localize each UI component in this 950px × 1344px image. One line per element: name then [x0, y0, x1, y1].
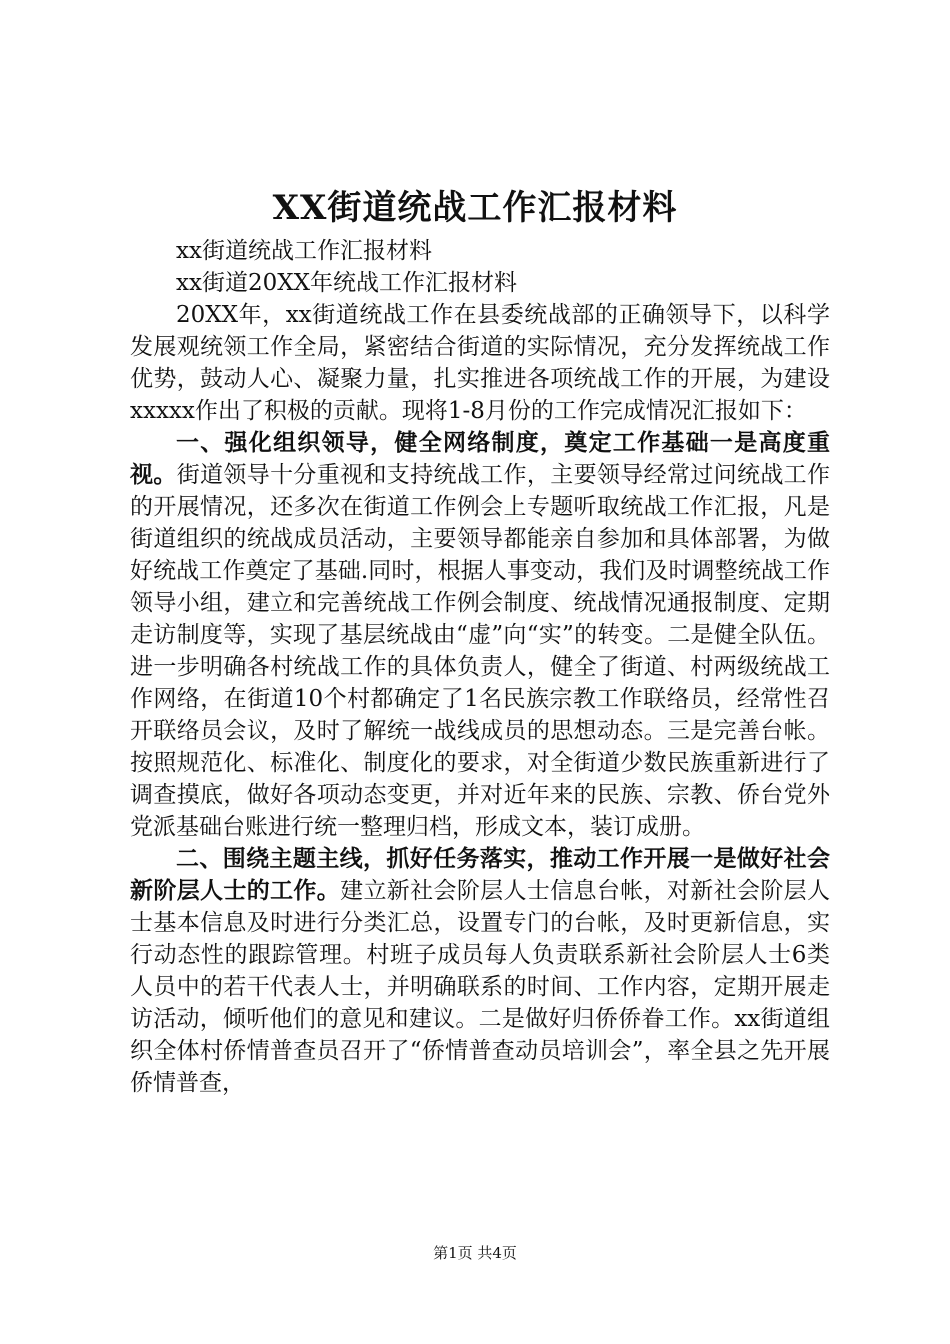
document-title: XX街道统战工作汇报材料: [272, 188, 678, 228]
page-number-footer: 第1页 共4页: [433, 1244, 517, 1262]
document-body: [130, 235, 830, 1099]
section-1-paragraph: [130, 427, 830, 843]
section-2-paragraph: [130, 843, 830, 1099]
section-1-heading: 一、强化组织领导，健全网络制度，奠定工作基础一是高度重视。: [130, 429, 830, 488]
section-2-heading: 二、围绕主题主线，抓好任务落实，推动工作开展一是做好社会新阶层人士的工作。: [130, 845, 830, 904]
section-1-text: 街道领导十分重视和支持统战工作，主要领导经常过问统战工作的开展情况，还多次在街道工作例会上专题听取统战工作汇报，凡是街道组织的统战成员活动，主要领导都能亲自参加和具体部署，为做好统战工作奠定了基础.同时，根据人事变动，我们及时调整统战工作领导小组，建立和完善统战工作例会制度、统战情况通报制度、定期走访制度等，实现了基层统战由“虚”向“实”的转变。二是健全队伍。进一步明确各村统战工作的具体负责人，健全了街道、村两级统战工作网络，在街道10个村都确定了1名民族宗教工作联络员，经常性召开联络员会议，及时了解统一战线成员的思想动态。三是完善台帐。按照规范化、标准化、制度化的要求，对全街道少数民族重新进行了调查摸底，做好各项动态变更，并对近年来的民族、宗教、侨台党外党派基础台账进行统一整理归档，形成文本，装订成册。: [130, 462, 831, 840]
intro-paragraph: 20XX年，xx街道统战工作在县委统战部的正确领导下，以科学发展观统领工作全局，紧密结合街道的实际情况，充分发挥统战工作优势，鼓动人心、凝聚力量，扎实推进各项统战工作的开展，为建设xxxxx作出了积极的贡献。现将1-8月份的工作完成情况汇报如下：: [130, 302, 830, 424]
section-2-text: 建立新社会阶层人士信息台帐，对新社会阶层人士基本信息及时进行分类汇总，设置专门的台帐，及时更新信息，实行动态性的跟踪管理。村班子成员每人负责联系新社会阶层人士6类人员中的若干代表人士，并明确联系的时间、工作内容，定期开展走访活动，倾听他们的意见和建议。二是做好归侨侨眷工作。xx街道组织全体村侨情普查员召开了“侨情普查动员培训会”，率全县之先开展侨情普查，: [130, 878, 831, 1096]
subtitle-line-year: xx街道20XX年统战工作汇报材料: [176, 270, 517, 296]
subtitle-line: xx街道统战工作汇报材料: [176, 238, 432, 264]
